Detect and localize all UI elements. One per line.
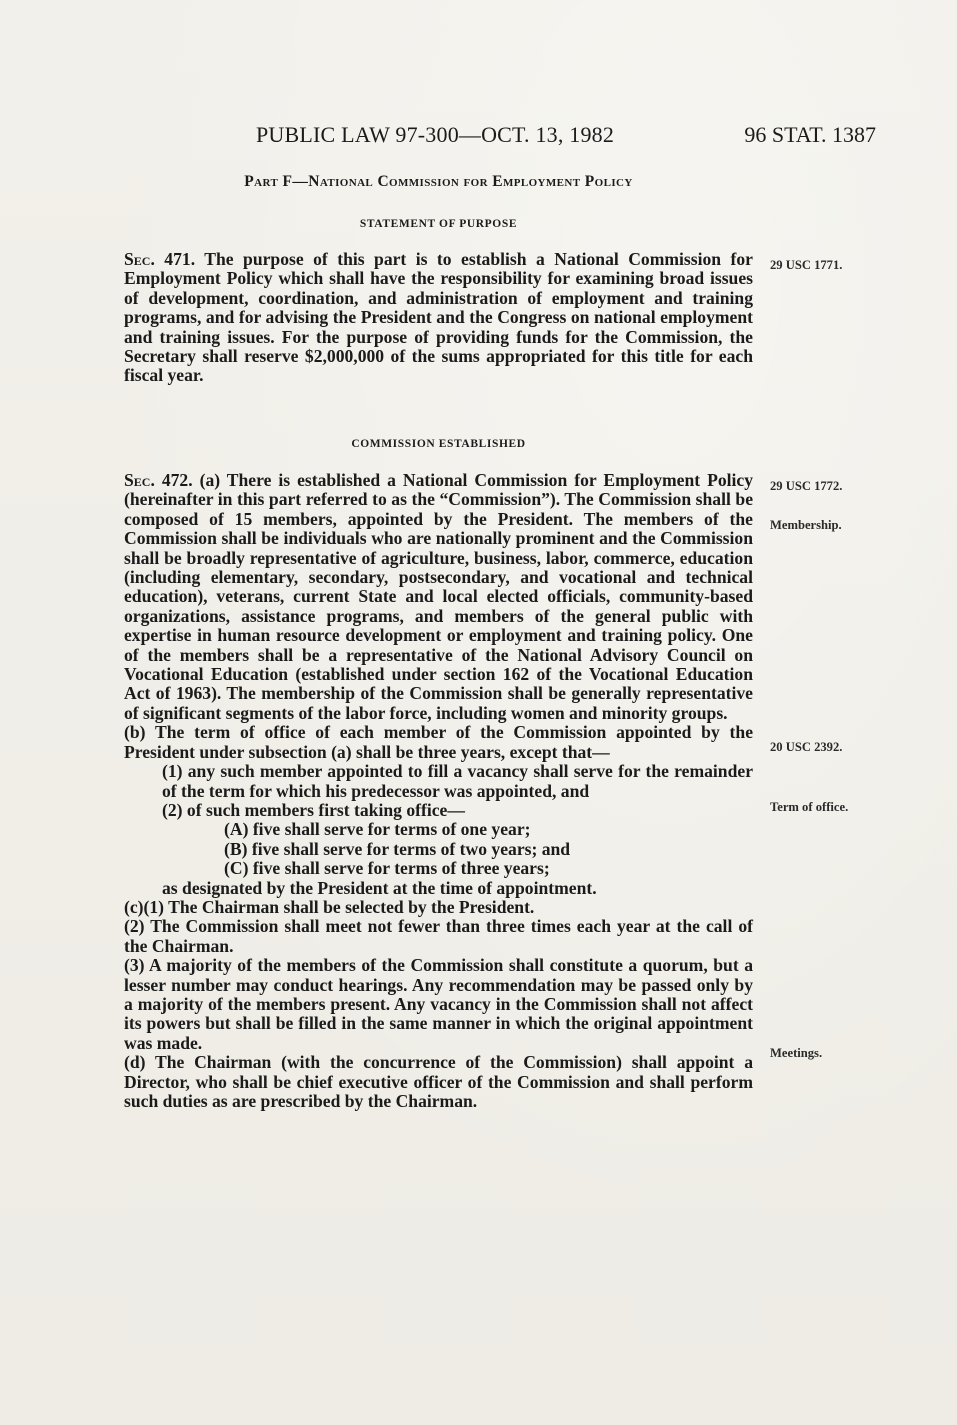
section-472-para-a-text: (a) There is established a National Commission for Employment Policy (hereinafter in this part referred to as the “Commission”). The Commission shall be composed of 15 members, appointed by the President. The members of the Commission shall be individuals who are nationally prominent and the Commission shall be broadly representative of agriculture, business, labor, commerce, education (including elementary, secondary, postsecondary, and vocational and technical education), veterans, current State and local elected officials, community-based organizations, assistance programs, and members of the general public with expertise in human resource development or employment and training policy. One of the members shall be a representative of the National Advisory Council on Vocational Education (established under section 162 of the Vocational Education Act of 1963). The membership of the Commission shall be generally representative of significant segments of the labor force, including women and minority groups. <box>124 470 754 723</box>
section-heading-purpose: STATEMENT OF PURPOSE <box>359 218 518 230</box>
section-472-para-b: (b) The term of office of each member of the Commission appointed by the President under subsection (a) shall be three years, except that— <box>124 722 753 762</box>
section-472-para-c2: (2) The Commission shall meet not fewer than three times each year at the call of the Chairman. <box>124 916 753 956</box>
section-472-item-c: (C) five shall serve for terms of three years; <box>224 858 550 879</box>
section-472-item-1: (1) any such member appointed to fill a vacancy shall serve for the remainder of the term for which his predecessor was appointed, and <box>162 761 753 801</box>
margin-note-29-usc-1772: 29 USC 1772. <box>770 479 843 493</box>
header-title: PUBLIC LAW 97-300—OCT. 13, 1982 <box>256 122 615 147</box>
section-472-para-c1: (c)(1) The Chairman shall be selected by the President. <box>124 896 535 917</box>
page-header <box>124 122 876 152</box>
part-title: Part F—National Commission for Employment Policy <box>244 173 633 190</box>
section-heading-established: COMMISSION ESTABLISHED <box>351 438 526 450</box>
margin-note-meetings: Meetings. <box>770 1046 823 1060</box>
section-471-paragraph <box>124 250 753 386</box>
section-471-body <box>124 250 753 386</box>
section-472-para-a <box>124 471 753 723</box>
section-471-text: The purpose of this part is to establish a National Commission for Employment Policy which shall have the responsibility for examining broad issues of development, coordination, and administration of employment and training programs, and for advising the President and the Congress on national employment and training issues. For the purpose of providing funds for the Commission, the Secretary shall reserve $2,000,000 of the sums appropriated for this title for each fiscal year. <box>124 249 753 386</box>
section-472-as-designated: as designated by the President at the time of appointment. <box>162 877 597 898</box>
section-472-item-b: (B) five shall serve for terms of two years; and <box>224 838 571 859</box>
margin-note-membership: Membership. <box>770 518 842 532</box>
section-471-label: Sec. 471. <box>124 249 196 269</box>
section-472-item-a: (A) five shall serve for terms of one year; <box>224 819 531 840</box>
section-472-body <box>124 471 753 1111</box>
section-472-para-c3: (3) A majority of the members of the Commission shall constitute a quorum, but a lesser number may conduct hearings. Any recommendation may be passed only by a majority of the members present. Any vacancy in the Commission shall not affect its powers but shall be filled in the same manner in which the original appointment was made. <box>124 955 753 1053</box>
section-472-para-d: (d) The Chairman (with the concurrence of the Commission) shall appoint a Director, who shall be chief executive officer of the Commission and shall perform such duties as are prescribed by the Chairman. <box>124 1052 753 1111</box>
statute-page-number: 96 STAT. 1387 <box>744 122 876 147</box>
section-472-item-2: (2) of such members first taking office— <box>162 799 465 820</box>
margin-note-term-of-office: Term of office. <box>770 800 849 814</box>
section-472-label: Sec. 472. <box>124 470 193 490</box>
margin-note-29-usc-1771: 29 USC 1771. <box>770 258 843 272</box>
margin-note-20-usc-2392: 20 USC 2392. <box>770 740 843 754</box>
